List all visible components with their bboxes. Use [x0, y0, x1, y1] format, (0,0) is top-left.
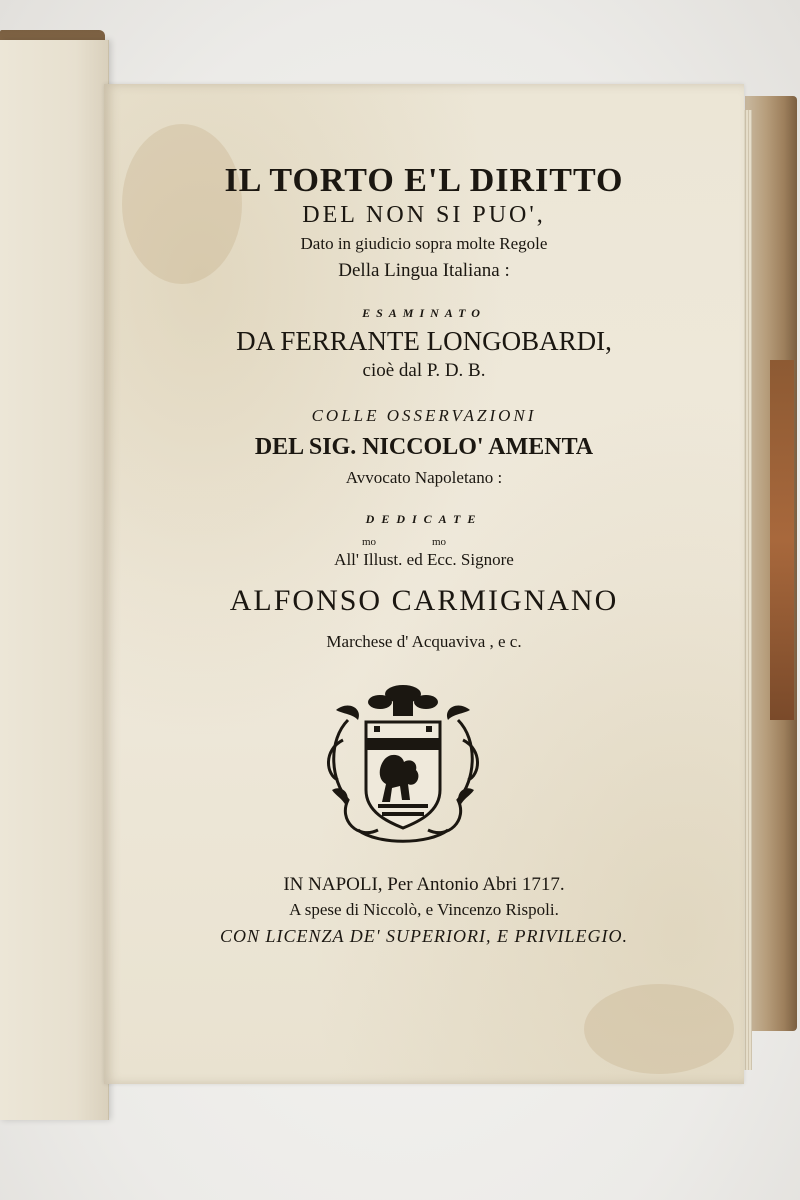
publisher-line: A spese di Niccolò, e Vincenzo Rispoli.: [289, 900, 559, 919]
imprint-line: IN NAPOLI, Per Antonio Abri 1717.: [283, 874, 565, 895]
author-initials-line: cioè dal P. D. B.: [362, 360, 486, 381]
superscript-row: [104, 536, 744, 550]
title-line: IL TORTO E'L DIRITTO: [224, 162, 624, 199]
paper-stain: [584, 984, 734, 1074]
observations-label: COLLE OSSERVAZIONI: [311, 406, 537, 425]
commentator-title-line: Avvocato Napoletano :: [345, 468, 503, 487]
coat-of-arms-icon: [318, 680, 488, 850]
spine-leather-strip: [770, 360, 794, 720]
dedicatee-honorific-line: All' Illust. ed Ecc. Signore: [334, 550, 514, 569]
description-line: Della Lingua Italiana :: [338, 260, 510, 281]
left-flyleaf-page: [0, 40, 109, 1120]
title-page: [104, 84, 744, 1084]
dedication-label: DEDICATE: [365, 512, 483, 526]
dedicatee-title-line: Marchese d' Acquaviva , e c.: [326, 632, 522, 651]
subtitle-line: DEL NON SI PUO',: [302, 202, 546, 228]
dedicatee-name-line: ALFONSO CARMIGNANO: [229, 584, 619, 617]
author-line: DA FERRANTE LONGOBARDI,: [236, 326, 612, 356]
superscript: mo: [432, 536, 447, 548]
description-line: Dato in giudicio sopra molte Regole: [300, 234, 548, 253]
examined-label: ESAMINATO: [362, 306, 486, 320]
superscript: mo: [362, 536, 377, 548]
license-line: CON LICENZA DE' SUPERIORI, E PRIVILEGIO.: [220, 926, 628, 946]
commentator-line: DEL SIG. NICCOLO' AMENTA: [254, 434, 594, 460]
